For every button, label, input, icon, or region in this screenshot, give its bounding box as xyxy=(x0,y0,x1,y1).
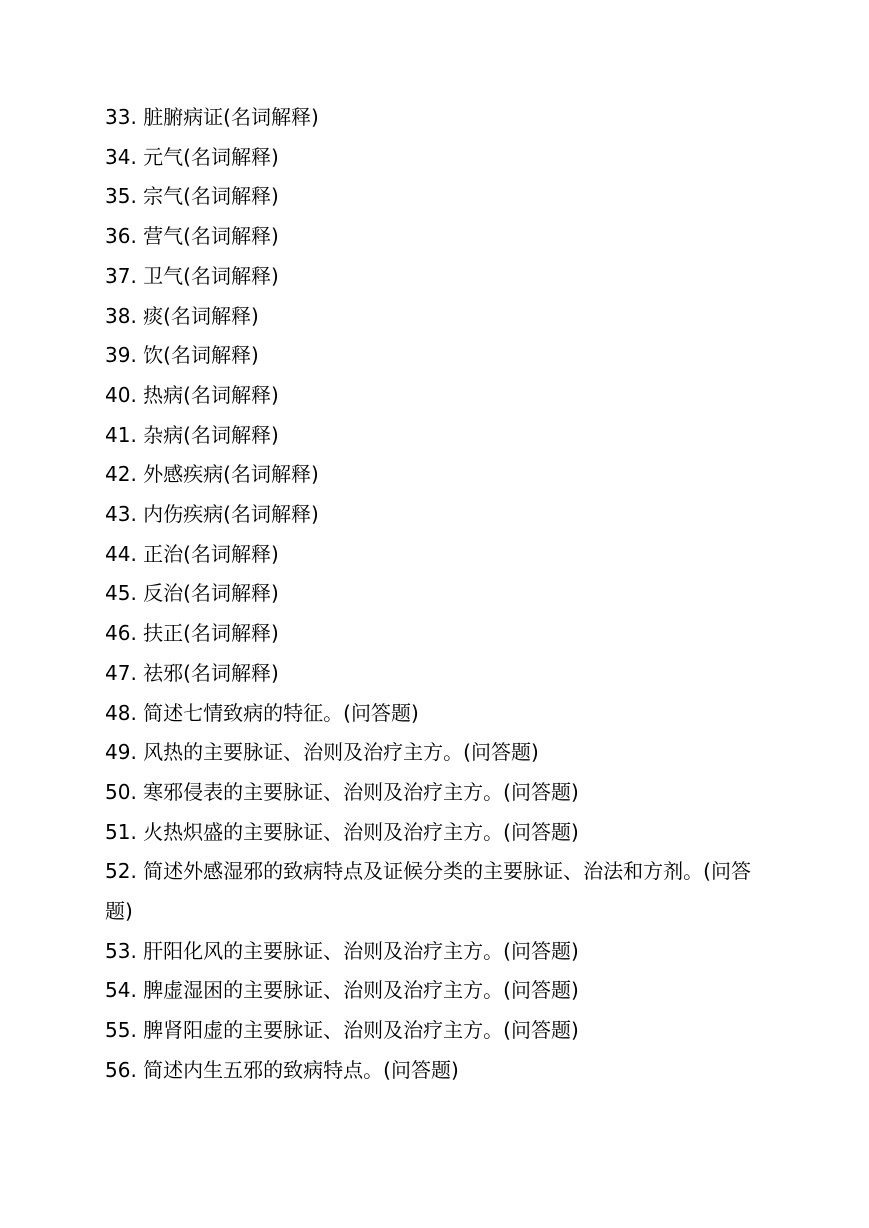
question-list xyxy=(105,98,770,1091)
question-item: 38. 痰(名词解释) xyxy=(105,303,259,328)
question-item: 41. 杂病(名词解释) xyxy=(105,422,279,447)
question-item: 53. 肝阳化风的主要脉证、治则及治疗主方。(问答题) xyxy=(105,938,579,963)
question-item: 49. 风热的主要脉证、治则及治疗主方。(问答题) xyxy=(105,740,539,765)
question-item: 33. 脏腑病证(名词解释) xyxy=(105,105,319,129)
question-item: 43. 内伤疾病(名词解释) xyxy=(105,502,319,527)
question-item: 55. 脾肾阳虚的主要脉证、治则及治疗主方。(问答题) xyxy=(105,1018,579,1043)
question-item: 50. 寒邪侵表的主要脉证、治则及治疗主方。(问答题) xyxy=(105,779,579,804)
question-item: 36. 营气(名词解释) xyxy=(105,224,279,249)
question-item: 37. 卫气(名词解释) xyxy=(105,263,279,288)
question-item: 40. 热病(名词解释) xyxy=(105,382,279,407)
question-item: 54. 脾虚湿困的主要脉证、治则及治疗主方。(问答题) xyxy=(105,978,579,1003)
question-item: 52. 简述外感湿邪的致病特点及证候分类的主要脉证、治法和方剂。(问答题) xyxy=(105,859,751,924)
question-item: 56. 简述内生五邪的致病特点。(问答题) xyxy=(105,1057,459,1082)
question-item: 34. 元气(名词解释) xyxy=(105,144,279,169)
question-item: 48. 简述七情致病的特征。(问答题) xyxy=(105,700,419,725)
question-item: 42. 外感疾病(名词解释) xyxy=(105,462,319,487)
question-item: 35. 宗气(名词解释) xyxy=(105,184,279,209)
question-item: 51. 火热炽盛的主要脉证、治则及治疗主方。(问答题) xyxy=(105,819,579,844)
question-item: 44. 正治(名词解释) xyxy=(105,541,279,566)
question-item: 46. 扶正(名词解释) xyxy=(105,621,279,646)
question-item: 45. 反治(名词解释) xyxy=(105,581,279,606)
question-item: 39. 饮(名词解释) xyxy=(105,343,259,368)
question-item: 47. 祛邪(名词解释) xyxy=(105,660,279,685)
